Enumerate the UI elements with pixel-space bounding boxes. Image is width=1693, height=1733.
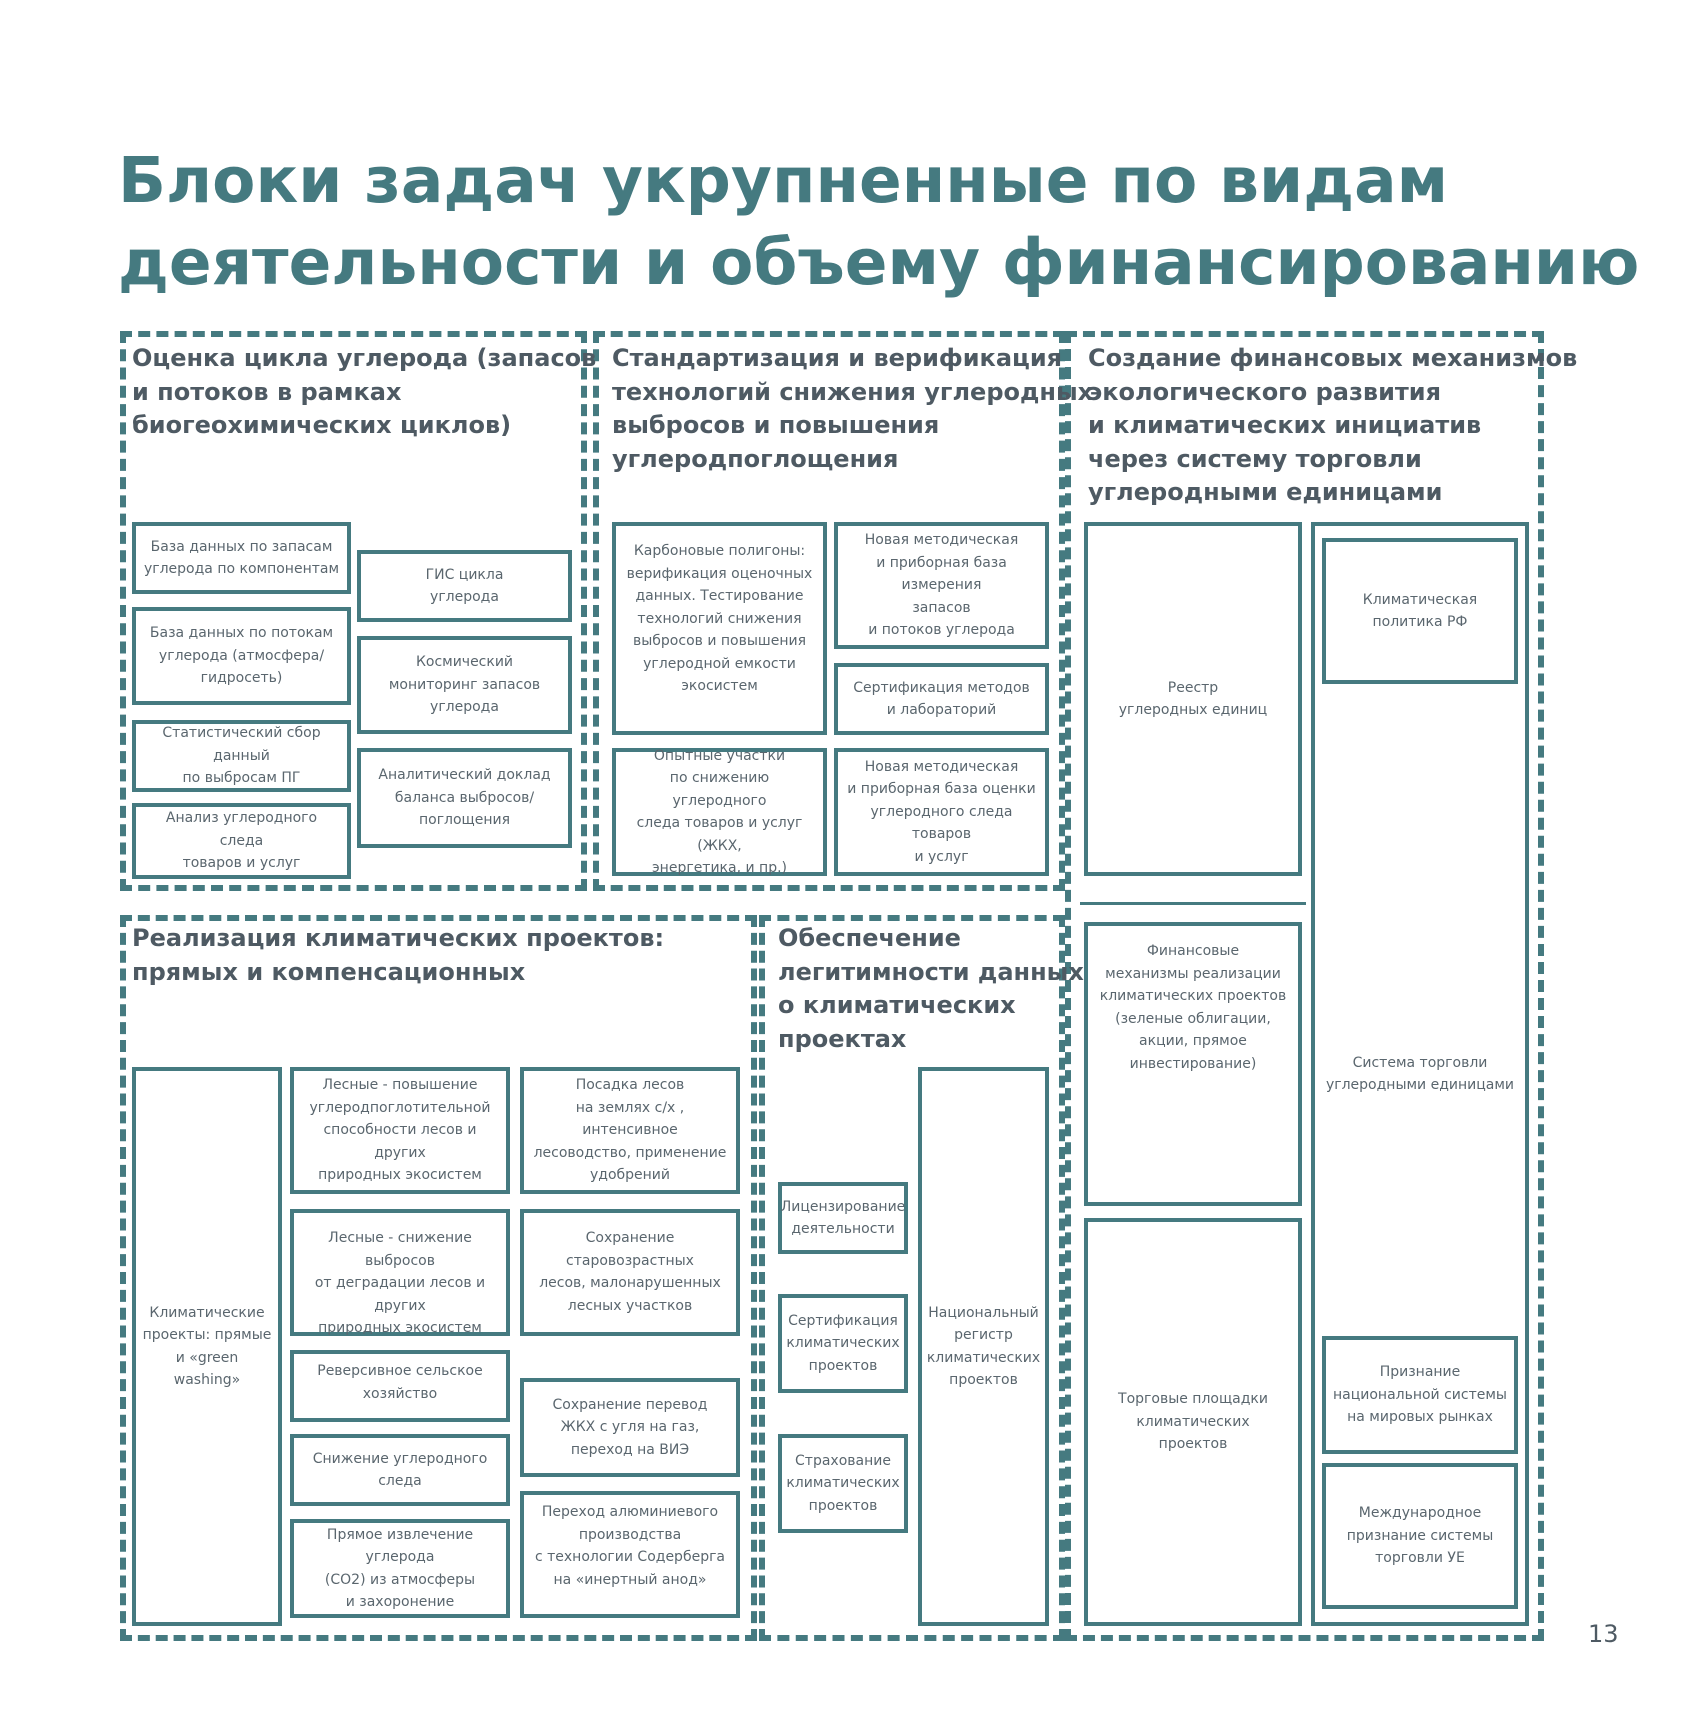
task-box-label: Аналитический доклад баланса выбросов/ поглощения <box>378 767 551 829</box>
task-box-direct-air-capture <box>290 1519 510 1618</box>
block-heading-finance <box>1088 342 1577 510</box>
task-box-label: Страхование климатических проектов <box>786 1452 900 1514</box>
task-box-label: Система торговли углеродными единицами <box>1325 1054 1515 1093</box>
block-heading-legitimacy <box>778 922 1084 1056</box>
block-heading-line: технологий снижения углеродных <box>612 377 1094 406</box>
task-box-climate-projects <box>132 1067 282 1626</box>
task-box-footprint-analysis <box>132 803 351 879</box>
task-box-label: Переход алюминиевого производства с технологии Содерберга на «инертный анод» <box>534 1504 726 1588</box>
page-title <box>118 140 1640 304</box>
task-box-climate-policy <box>1322 538 1518 684</box>
task-box-carbon-polygons <box>612 522 827 735</box>
block-heading-line: прямых и компенсационных <box>132 957 526 986</box>
task-box-label: Лесные - повышение углеродпоглотительной способности лесов и других природных экосистем <box>309 1077 491 1184</box>
task-box-label: Международное признание системы торговли УЕ <box>1346 1505 1494 1567</box>
task-box-old-growth-forests <box>520 1209 740 1336</box>
task-box-label: Финансовые механизмы реализации климатических проектов (зеленые облигации, акции, прямое инвестирование) <box>1099 943 1287 1072</box>
finance-divider-line <box>1080 902 1306 905</box>
task-box-label: Карбоновые полигоны: верификация оценочных данных. Тестирование технологий снижения выбросов и повышения углеродной емкости экосистем <box>626 543 813 694</box>
task-box-label: Сохранение старовозрастных лесов, малонарушенных лесных участков <box>539 1230 721 1314</box>
block-heading-line: углеродными единицами <box>1088 478 1443 506</box>
task-box-label: Сертификация климатических проектов <box>786 1312 900 1374</box>
block-heading-line: Стандартизация и верификация <box>612 344 1063 372</box>
block-heading-line: выбросов и повышения <box>612 411 940 439</box>
task-box-ghg-statistics <box>132 720 351 792</box>
task-box-label: Статистический сбор данный по выбросам ПГ <box>162 725 321 787</box>
block-heading-line: Реализация климатических проектов: <box>132 924 665 952</box>
task-box-forest-absorption <box>290 1067 510 1194</box>
task-box-label: Лесные - снижение выбросов от деградации лесов и других природных экосистем <box>314 1230 486 1336</box>
task-box-label: Анализ углеродного следа товаров и услуг <box>165 810 318 872</box>
task-box-footprint-reduction <box>290 1434 510 1506</box>
block-heading-line: Обеспечение <box>778 924 961 952</box>
task-box-housing-gas-transition <box>520 1378 740 1477</box>
task-box-label: Лицензирование деятельности <box>780 1198 906 1237</box>
page-title-line-2: деятельности и объему финансированию <box>118 226 1640 299</box>
block-heading-line: биогеохимических циклов) <box>132 411 512 439</box>
block-heading-carbon <box>132 342 596 443</box>
task-box-footprint-methods <box>834 748 1049 876</box>
task-box-label: Новая методическая и приборная база измерения запасов и потоков углерода <box>864 532 1019 639</box>
task-box-label: Посадка лесов на землях с/х , интенсивное лесоводство, применение удобрений <box>533 1077 727 1184</box>
task-box-balance-report <box>357 748 572 848</box>
task-box-national-registry <box>918 1067 1049 1626</box>
task-box-space-monitoring <box>357 636 572 734</box>
task-box-stock-measurement-methods <box>834 522 1049 649</box>
task-box-project-certification <box>778 1294 908 1393</box>
block-heading-line: через систему торговли <box>1088 444 1422 473</box>
task-box-label: Сертификация методов и лабораторий <box>853 679 1030 718</box>
task-box-label: Снижение углеродного следа <box>312 1450 488 1489</box>
task-box-regenerative-agriculture <box>290 1350 510 1422</box>
task-box-trading-platforms <box>1084 1218 1302 1626</box>
block-heading-line: и климатических инициатив <box>1088 411 1482 439</box>
task-box-label: ГИС цикла углерода <box>425 566 504 605</box>
task-box-forest-emission-reduction <box>290 1209 510 1336</box>
task-box-system-container <box>1311 522 1529 1626</box>
task-box-label: Торговые площадки климатических проектов <box>1118 1391 1268 1453</box>
task-box-label: Сохранение перевод ЖКХ с угля на газ, переход на ВИЭ <box>552 1396 708 1458</box>
task-box-international-recognition <box>1322 1463 1518 1609</box>
task-box-afforestation <box>520 1067 740 1194</box>
task-box-label: Космический мониторинг запасов углерода <box>388 654 541 716</box>
block-heading-line: Оценка цикла углерода (запасов <box>132 344 597 372</box>
block-heading-projects <box>132 922 664 989</box>
task-box-pilot-sites <box>612 748 827 876</box>
task-box-carbon-stock-database <box>132 522 351 594</box>
block-heading-standard <box>612 342 1093 476</box>
block-heading-line: проектах <box>778 1024 907 1053</box>
task-box-label: Реестр углеродных единиц <box>1118 679 1268 718</box>
task-box-world-market-recognition <box>1322 1336 1518 1454</box>
task-box-aluminium-transition <box>520 1491 740 1618</box>
block-heading-line: экологического развития <box>1088 377 1442 406</box>
task-box-financial-mechanisms <box>1084 922 1302 1206</box>
task-box-label: Прямое извлечение углерода (СО2) из атмосферы и захоронение <box>324 1526 476 1610</box>
block-heading-line: и потоков в рамках <box>132 377 402 406</box>
task-box-carbon-unit-registry <box>1084 522 1302 876</box>
task-box-label: Опытные участки по снижению углеродного следа товаров и услуг (ЖКХ, энергетика, и пр.) <box>636 747 803 876</box>
page-title-line-1: Блоки задач укрупненные по видам <box>118 144 1449 217</box>
task-box-label: Реверсивное сельское хозяйство <box>317 1363 483 1402</box>
task-box-label: Климатические проекты: прямые и «green washing» <box>142 1304 272 1388</box>
task-box-lab-certification <box>834 663 1049 735</box>
task-box-label: Климатическая политика РФ <box>1362 591 1478 630</box>
page-number: 13 <box>1588 1620 1619 1648</box>
task-box-label: Национальный регистр климатических проектов <box>926 1304 1041 1388</box>
block-heading-line: углеродпоглощения <box>612 444 899 473</box>
task-box-licensing <box>778 1182 908 1254</box>
block-heading-line: Создание финансовых механизмов <box>1088 344 1578 372</box>
task-box-label: Новая методическая и приборная база оценки углеродного следа товаров и услуг <box>847 758 1036 865</box>
task-box-label: База данных по потокам углерода (атмосфера/ гидросеть) <box>149 625 334 687</box>
task-box-carbon-flux-database <box>132 607 351 705</box>
block-heading-line: легитимности данных <box>778 957 1084 986</box>
task-box-label: База данных по запасам углерода по компонентам <box>143 538 340 577</box>
block-heading-line: о климатических <box>778 991 1016 1019</box>
task-box-project-insurance <box>778 1434 908 1533</box>
task-box-label: Признание национальной системы на мировых рынках <box>1332 1364 1507 1426</box>
task-box-gis-carbon-cycle <box>357 550 572 622</box>
